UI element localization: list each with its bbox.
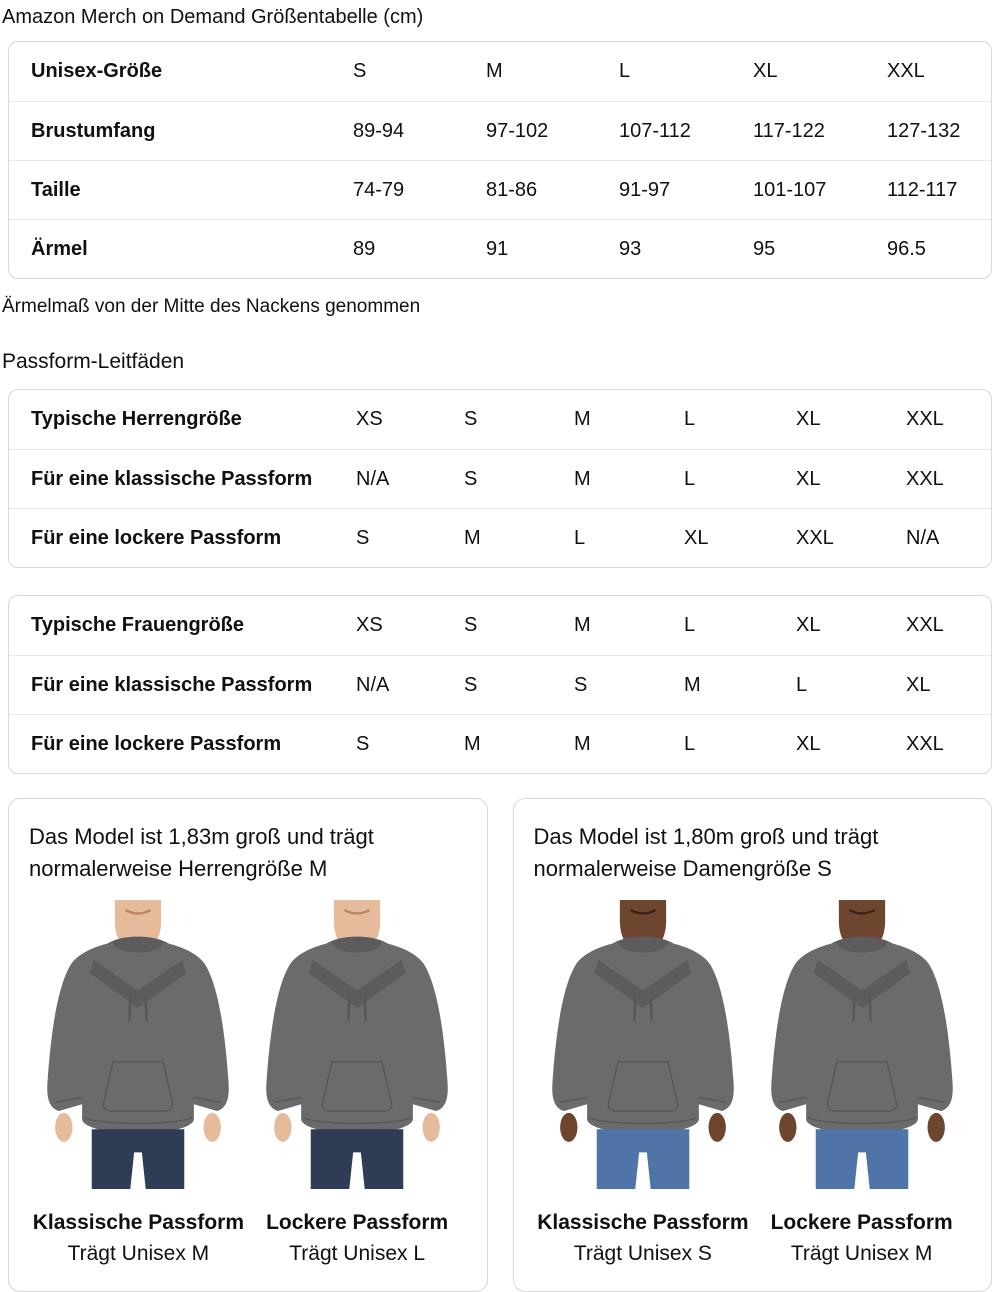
table-row-waist	[9, 160, 991, 219]
value-cell: 74-79	[353, 178, 405, 201]
row-label: Ärmel	[31, 237, 88, 260]
fit-caption-subtitle: Trägt Unisex M	[67, 1242, 210, 1265]
value-cell: M	[574, 614, 591, 636]
value-cell: 112-117	[887, 178, 958, 201]
model-photos-row	[29, 897, 467, 1267]
hoodie-model-illustration	[756, 897, 968, 1192]
hoodie-model-illustration	[537, 897, 749, 1192]
value-cell: 89	[353, 237, 376, 260]
value-cell: L	[574, 526, 586, 549]
value-cell: M	[464, 732, 481, 755]
value-cell: L	[684, 408, 696, 430]
value-cell: 91-97	[619, 178, 671, 201]
value-cell: 93	[619, 237, 642, 260]
table-row-loose-fit	[9, 508, 991, 567]
value-cell: N/A	[356, 467, 390, 490]
value-cell: XS	[356, 408, 383, 430]
value-cell: XL	[684, 526, 709, 549]
size-header-cell: L	[619, 60, 631, 82]
womens-model-card	[513, 798, 993, 1292]
value-cell: L	[684, 467, 696, 490]
value-cell: S	[464, 467, 478, 490]
row-label: Für eine klassische Passform	[31, 673, 313, 696]
value-cell: L	[796, 673, 808, 696]
model-photos-row	[534, 897, 972, 1267]
value-cell: M	[574, 467, 591, 490]
value-cell: 107-112	[619, 119, 691, 142]
value-cell: 101-107	[753, 178, 827, 201]
fit-caption-subtitle: Trägt Unisex S	[573, 1242, 712, 1265]
value-cell: S	[356, 526, 370, 549]
value-cell: M	[574, 408, 591, 430]
mens-model-card	[8, 798, 488, 1292]
hoodie-model-illustration	[32, 897, 244, 1192]
fit-caption-title: Lockere Passform	[266, 1211, 449, 1234]
table-row-loose-fit	[9, 714, 991, 773]
value-cell: XL	[796, 732, 821, 755]
sleeve-measurement-footnote: Ärmelmaß von der Mitte des Nackens genommen	[2, 296, 421, 317]
value-cell: M	[574, 732, 591, 755]
value-cell: 97-102	[486, 119, 549, 142]
row-label: Für eine lockere Passform	[31, 732, 282, 755]
table-row-typical-mens-size	[9, 390, 991, 449]
size-header-cell: S	[353, 60, 367, 82]
row-label: Für eine klassische Passform	[31, 467, 313, 490]
fit-caption-title: Klassische Passform	[537, 1211, 749, 1234]
classic-fit-column	[534, 897, 753, 1267]
row-label: Unisex-Größe	[31, 60, 163, 82]
value-cell: L	[684, 732, 696, 755]
value-cell: XXL	[906, 408, 944, 430]
value-cell: XL	[906, 673, 931, 696]
value-cell: N/A	[906, 526, 940, 549]
classic-fit-column	[29, 897, 248, 1267]
fit-caption-subtitle: Trägt Unisex L	[289, 1242, 426, 1265]
table-row-sleeve	[9, 219, 991, 278]
model-cards-row	[8, 798, 992, 1292]
table-header-row	[9, 42, 991, 101]
unisex-size-table	[8, 41, 992, 279]
value-cell: S	[464, 408, 478, 430]
fit-caption-title: Klassische Passform	[32, 1211, 245, 1234]
value-cell: 89-94	[353, 119, 405, 142]
value-cell: 96.5	[887, 237, 926, 260]
value-cell: N/A	[356, 673, 390, 696]
row-label: Brustumfang	[31, 119, 156, 142]
row-label: Typische Herrengröße	[31, 408, 242, 430]
value-cell: XL	[796, 614, 821, 636]
value-cell: 117-122	[753, 119, 825, 142]
value-cell: XXL	[796, 526, 834, 549]
value-cell: XXL	[906, 732, 944, 755]
value-cell: XL	[796, 467, 821, 490]
value-cell: S	[464, 673, 478, 696]
model-photo-classic-fit-female	[537, 897, 749, 1192]
table-row-typical-womens-size	[9, 596, 991, 655]
size-header-cell: M	[486, 60, 503, 82]
row-label: Taille	[31, 178, 81, 201]
value-cell: S	[574, 673, 588, 696]
value-cell: M	[684, 673, 701, 696]
loose-fit-column	[248, 897, 467, 1267]
value-cell: XXL	[906, 614, 944, 636]
model-photo-loose-fit-female	[756, 897, 968, 1192]
loose-fit-column	[752, 897, 971, 1267]
value-cell: 91	[486, 237, 509, 260]
table-row-classic-fit	[9, 655, 991, 714]
row-label: Für eine lockere Passform	[31, 526, 282, 549]
row-label: Typische Frauengröße	[31, 614, 245, 636]
page-title: Amazon Merch on Demand Größentabelle (cm)	[2, 6, 424, 28]
value-cell: 95	[753, 237, 776, 260]
value-cell: XL	[796, 408, 821, 430]
value-cell: S	[464, 614, 478, 636]
model-photo-classic-fit-male	[32, 897, 244, 1192]
value-cell: 127-132	[887, 119, 961, 142]
table-row-classic-fit	[9, 449, 991, 508]
fit-guides-heading: Passform-Leitfäden	[2, 350, 185, 373]
model-description: Das Model ist 1,80m groß und trägt normalerweise Damengröße S	[533, 824, 879, 881]
size-header-cell: XL	[753, 60, 778, 82]
value-cell: S	[356, 732, 370, 755]
womens-fit-table	[8, 595, 992, 774]
fit-caption-title: Lockere Passform	[770, 1211, 953, 1234]
table-row-chest	[9, 101, 991, 160]
value-cell: XXL	[906, 467, 944, 490]
hoodie-model-illustration	[251, 897, 463, 1192]
model-description: Das Model ist 1,83m groß und trägt normalerweise Herrengröße M	[29, 824, 374, 881]
size-header-cell: XXL	[887, 60, 925, 82]
value-cell: L	[684, 614, 696, 636]
fit-caption-subtitle: Trägt Unisex M	[790, 1242, 933, 1265]
value-cell: XS	[356, 614, 383, 636]
value-cell: 81-86	[486, 178, 538, 201]
model-photo-loose-fit-male	[251, 897, 463, 1192]
value-cell: M	[464, 526, 481, 549]
mens-fit-table	[8, 389, 992, 568]
